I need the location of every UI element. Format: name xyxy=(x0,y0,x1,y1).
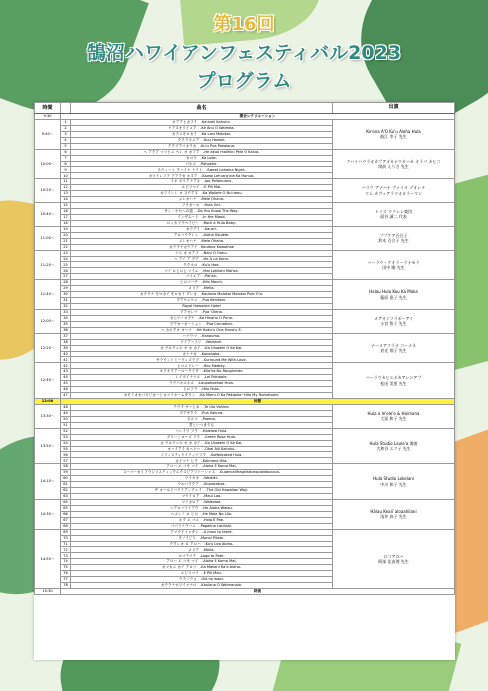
row-song-title: モノイピリ -Monoi Pitate- xyxy=(71,535,333,541)
row-song-title: パパリナラハニ -Papalina Lahilahi- xyxy=(71,523,333,529)
row-song-title: ワイカロア -Waikoloa- xyxy=(71,499,333,505)
row-section-label: 終演 xyxy=(61,589,455,595)
row-number: 46 xyxy=(61,387,71,393)
row-number: 12 xyxy=(61,185,71,191)
row-number: 24 xyxy=(61,256,71,262)
row-number: 73 xyxy=(61,553,71,559)
row-number: 60 xyxy=(61,476,71,482)
row-time: 14:50～ xyxy=(35,529,61,588)
row-number: 3 xyxy=(61,131,71,137)
program-rows xyxy=(35,114,455,595)
row-song-title: インザムード -In the Mood- xyxy=(71,214,333,220)
row-song-title: ヘメレノ ロ ヒロ -He Mele No Lilo- xyxy=(71,511,333,517)
row-song-title: ラウパホエホエ -Laupahoehoe Hula- xyxy=(71,381,333,387)
row-song-title: メレオハナ -Mele Ohana- xyxy=(71,197,333,203)
row-song-title: アロハウクレレ -Aloha Ukulele- xyxy=(71,232,333,238)
row-number: 71 xyxy=(61,541,71,547)
row-time: 12:00～ xyxy=(35,309,61,333)
row-song-title: ロッカフラベイビー -Rock a Hula Baby- xyxy=(71,220,333,226)
row-number: 55 xyxy=(61,446,71,452)
row-song-title: プアオレナ -Pua 'Olena- xyxy=(71,309,333,315)
program-subtitle: プログラム xyxy=(196,70,292,92)
row-song-title: オハイアイ カヘケハ -Ohai Alii Kahuku- xyxy=(71,446,333,452)
row-number: 66 xyxy=(61,511,71,517)
row-number: 61 xyxy=(61,482,71,488)
row-number: 28 xyxy=(61,280,71,286)
row-song-title: ククホロ -Ku'u Hoe- xyxy=(71,262,333,268)
edition-heading: 第16回 xyxy=(213,14,275,35)
row-section-label: 開会レクリエーション xyxy=(61,114,455,120)
row-song-title: ククラヌメア -Kuu Hawaii- xyxy=(71,137,333,143)
row-song-title: アロハ エ コモ マイ -Aloha E Komo Mai- xyxy=(71,464,333,470)
row-number: 22 xyxy=(61,244,71,250)
row-song-title: ハナウマ -Hanauma- xyxy=(71,333,333,339)
row-song-title: テウラ ヴァヒネ -Te Ula Vahine- xyxy=(71,404,333,410)
row-time: 12:20～ xyxy=(35,333,61,363)
row-performer: Hula o le'ele'e & Hoimana 大冨 和子 先生 xyxy=(333,404,455,428)
row-song-title: ハレイワ フラ -Haleiwa Hula- xyxy=(71,428,333,434)
row-song-title: ヒロマーチ -Hilo March- xyxy=(71,280,333,286)
row-song-title: グリーンローズ フラ -Green Rose Hula- xyxy=(71,434,333,440)
column-header-number xyxy=(61,103,71,114)
row-song-title: スウィート ラハイナ ナイト -Sweet Lahaina Night- xyxy=(71,167,333,173)
row-number: 59 xyxy=(61,470,71,476)
row-song-title: エピリマイ -E Pili Mai- xyxy=(71,185,333,191)
row-song-title: ヘ アイ ア プア -He A na Kona- xyxy=(71,256,333,262)
row-song-title: カワイレレ オ ヌウアヌ -Ka Wailele O Nu'uanu- xyxy=(71,191,333,197)
row-performer: Halau Hula Kou Ka Maka 藤原 恵子 先生 xyxy=(333,280,455,310)
table-row xyxy=(35,589,455,595)
table-header-row xyxy=(35,103,455,114)
row-number: 20 xyxy=(61,232,71,238)
row-number: 26 xyxy=(61,268,71,274)
row-time: 11:00～ xyxy=(35,226,61,250)
row-performer: ププケア百合子 鈴木 百合子 先生 xyxy=(333,226,455,250)
row-song-title: カ ウルウェホ オ カ カイ -Ka Uluwehi O Ke Kai- xyxy=(71,440,333,446)
row-song-title: フラガール -Hula Girl- xyxy=(71,203,333,209)
row-number: 35 xyxy=(61,321,71,327)
row-number: 42 xyxy=(61,363,71,369)
row-song-title: ウルパラクア -Uluparakua- xyxy=(71,482,333,488)
row-number: 64 xyxy=(61,499,71,505)
row-song-title: ザ オールドハワイアンウェイ -The Old Hawaiian Way- xyxy=(71,488,333,494)
row-number: 77 xyxy=(61,577,71,583)
row-number: 49 xyxy=(61,410,71,416)
row-song-title: ウラノウォ -Ula no waor- xyxy=(71,577,333,583)
row-song-title: イポ ポリアナアヌ -Ipo Pollanuanu- xyxy=(71,179,333,185)
row-number: 45 xyxy=(61,381,71,387)
row-number: 72 xyxy=(61,547,71,553)
row-number: 25 xyxy=(61,262,71,268)
row-song-title: メリア -Melia- xyxy=(71,547,333,553)
row-number: 10 xyxy=(61,173,71,179)
row-number: 63 xyxy=(61,494,71,500)
row-number: 15 xyxy=(61,203,71,209)
row-time: 14:10～ xyxy=(35,464,61,500)
row-number: 74 xyxy=(61,559,71,565)
column-header-performer: 出演 xyxy=(333,103,455,114)
festival-title: 鵠沼ハワイアンフェスティバル2023 xyxy=(86,42,402,64)
row-number: 70 xyxy=(61,535,71,541)
row-number: 43 xyxy=(61,369,71,375)
row-number: 30 xyxy=(61,292,71,298)
row-number: 13 xyxy=(61,191,71,197)
row-song-title: ヘ アクア マリヒニ ペレ オ カフア -He akua malihini Pele O Kalua- xyxy=(71,149,333,155)
row-song-title: プアケニケニ -Pua Kenikeni- xyxy=(71,298,333,304)
row-song-title: ククプアパカラカ -Ku'u Pua Pakalana- xyxy=(71,143,333,149)
row-song-title: カイマナ ヒラ -Kaimana Hila- xyxy=(71,458,333,464)
row-song-title: ソフィスティケイテッドフラ -Sofisticated Hula- xyxy=(71,452,333,458)
row-performer: ナーメアフラオ コーナネ 倉光 翔子 先生 xyxy=(333,333,455,363)
row-time: 11:40～ xyxy=(35,280,61,310)
row-song-title: カウアイ -Kaua'i- xyxy=(71,226,333,232)
row-song-title: カウラナ モロカイ モロカイ プレオ -Kaulana Molokai Molokai Pule O'o- xyxy=(71,292,333,298)
row-time: 15:30 xyxy=(35,589,61,595)
row-number: 51 xyxy=(61,422,71,428)
row-number: 39 xyxy=(61,345,71,351)
row-number: 17 xyxy=(61,214,71,220)
row-song-title: Royal Hawaiian Hotel xyxy=(71,304,333,310)
column-header-time: 時間 xyxy=(35,103,61,114)
row-number: 14 xyxy=(61,197,71,203)
row-number: 40 xyxy=(61,351,71,357)
row-section-label: 休憩 xyxy=(61,399,455,405)
row-performer: Hula Studio Laule'a 湘南 大和谷 エツ子 先生 xyxy=(333,428,455,464)
row-number: 37 xyxy=(61,333,71,339)
row-performer: メアオイフラポーアイ 小宮 智子 先生 xyxy=(333,309,455,333)
row-song-title: パイエア -Pai'aa- xyxy=(71,274,333,280)
row-performer: クハイハウラオカプアオカナウカハカ オラパ カヒコ 岡前 えりさ 先生 xyxy=(333,149,455,179)
row-number: 47 xyxy=(61,393,71,399)
row-song-title: カナナカ -Kananaka- xyxy=(71,351,333,357)
row-number: 31 xyxy=(61,298,71,304)
row-number: 48 xyxy=(61,404,71,410)
row-song-title: アマウイトゥタレ -A maui to taere- xyxy=(71,529,333,535)
row-number: 58 xyxy=(61,464,71,470)
row-time: 12:40～ xyxy=(35,363,61,399)
row-number: 19 xyxy=(61,226,71,232)
row-performer: ハラウ アナハナ ヴァイオ ゾオレナ ウム カヴェアラウオカラーマン xyxy=(333,179,455,203)
program-table xyxy=(34,102,455,595)
row-song-title: アロハ エ コモ マイ -Aloha E Komo Mai- xyxy=(71,559,333,565)
program-table-sheet xyxy=(34,102,455,660)
row-number: 76 xyxy=(61,571,71,577)
row-time: 13:30～ xyxy=(35,404,61,428)
row-number: 78 xyxy=(61,583,71,589)
row-song-title: メリア -Melia- xyxy=(71,286,333,292)
row-number: 6 xyxy=(61,149,71,155)
row-song-title: キラキラアーロークイダ -Kila'ka No Roughrider- xyxy=(71,369,333,375)
row-number: 56 xyxy=(61,452,71,458)
row-song-title: カロワ -Ka Loke- xyxy=(71,155,333,161)
row-number: 23 xyxy=(61,250,71,256)
row-time: 10:40～ xyxy=(35,203,61,227)
row-number: 44 xyxy=(61,375,71,381)
row-number: 32 xyxy=(61,304,71,310)
column-header-song: 曲名 xyxy=(71,103,333,114)
row-song-title: カウラナカウアイ Kaulana Kawaihae xyxy=(71,244,333,250)
row-time: 14:30～ xyxy=(35,499,61,529)
row-number: 18 xyxy=(61,220,71,226)
row-song-title: ケアヌオワイメア -Ke Anu O Waimea- xyxy=(71,125,333,131)
row-number: 54 xyxy=(61,440,71,446)
row-performer: ハーラウ・ケオラーラナモラ 田中 剛 先生 xyxy=(333,250,455,280)
row-number: 34 xyxy=(61,315,71,321)
row-song-title: ロゴテパテ -Logo te Pate- xyxy=(71,553,333,559)
row-number: 53 xyxy=(61,434,71,440)
row-song-title: カワイレフア アアラカ ホヌア -Kawai Lehua'a'ala Ka Honua- xyxy=(71,173,333,179)
row-song-title: エピリマイ -E Pili Mau- xyxy=(71,571,333,577)
row-song-title: パホエ -Pahoehe- xyxy=(71,161,333,167)
row-number: 27 xyxy=(61,274,71,280)
row-time: 10:20～ xyxy=(35,179,61,203)
row-song-title: メレオハナ -Mele Ohana- xyxy=(71,238,333,244)
row-song-title: カラニモロカイ -Ka Lani Molokai- xyxy=(71,131,333,137)
row-song-title: ククレオ ロ アロハ -Ku'u Leo Aloha- xyxy=(71,541,333,547)
row-performer: トイズ ウクレレ楽団 面谷 誠二 代表 xyxy=(333,203,455,227)
row-song-title: レイポイナナエ -Lei Poinaole- xyxy=(71,375,333,381)
row-number: 52 xyxy=(61,428,71,434)
row-song-title: カマカニ カイ アロハ -Ka Makani Ka'a Aloha- xyxy=(71,565,333,571)
row-number: 33 xyxy=(61,309,71,315)
row-song-title: カアアヒカフイ -Ka'aahi Kahului- xyxy=(71,119,333,125)
row-number: 21 xyxy=(61,238,71,244)
row-performer: Ke'ena A'O Ku'u Aloha Hula 船江 幸子 先生 xyxy=(333,119,455,149)
row-number: 5 xyxy=(61,143,71,149)
row-number: 9 xyxy=(61,167,71,173)
row-number: 50 xyxy=(61,416,71,422)
row-song-title: プアカーネーション -Pua Carnation- xyxy=(71,321,333,327)
row-number: 4 xyxy=(61,137,71,143)
row-song-title: ポエマ -Poema- xyxy=(71,416,333,422)
row-number: 1 xyxy=(61,119,71,125)
row-number: 69 xyxy=(61,529,71,535)
row-song-title: スーパーカリフラジリスティックエクスピアリドーシャス -Supercalifragilisticexpialidocious- xyxy=(71,470,333,476)
row-song-title: ワイキキ -Waikiki- xyxy=(71,476,333,482)
row-time: 13:50～ xyxy=(35,428,61,464)
row-number: 57 xyxy=(61,458,71,464)
row-song-title: ホラ エ パエ -Hola E Pae- xyxy=(71,517,333,523)
row-song-title: サン・ホセへの道 -Do You Know The Way- xyxy=(71,209,333,215)
row-time: 9:30 xyxy=(35,114,61,120)
row-number: 68 xyxy=(61,523,71,529)
row-song-title: ヒロフラ -Hilo Hula- xyxy=(71,387,333,393)
row-time: 13:00 xyxy=(35,399,61,405)
row-song-title: カウラナオワイマナロ -Kaulana O Waimanalo- xyxy=(71,583,333,589)
row-performer: ハーラウカヒエオカアレンアプ 松田 美里 先生 xyxy=(333,363,455,399)
row-song-title: ヘ カホクオ オハナ -He Hoku'u One Hana'u E- xyxy=(71,327,333,333)
row-number: 7 xyxy=(61,155,71,161)
row-number: 2 xyxy=(61,125,71,131)
row-song-title: サラウンドミーウィズラブ -Surround Me With Love- xyxy=(71,357,333,363)
row-song-title: ワイアーフリ -Waiahuli- xyxy=(71,339,333,345)
row-number: 75 xyxy=(61,565,71,571)
row-performer: Hula Studio Lokelani 中川 和子 先生 xyxy=(333,464,455,500)
row-song-title: カヒナノオプナ -Ka Hinano O Puna- xyxy=(71,315,333,321)
row-number: 62 xyxy=(61,488,71,494)
row-number: 67 xyxy=(61,517,71,523)
row-performer: ロコアロハ 阿部 佳由理 先生 xyxy=(333,529,455,588)
row-song-title: ヘアロハワイアウ -He Aloha Waiau- xyxy=(71,505,333,511)
row-song-title: カモミオカパキピカーヒロマイホームタウン -Ka Momi O Ka Pakipika~Hilo My Hometown- xyxy=(71,393,333,399)
row-performer: Hālau Keali`aloaahilani 浅井 真子 先生 xyxy=(333,499,455,529)
row-number: 41 xyxy=(61,357,71,363)
row-song-title: ヒロメドレー -Hilo Medley- xyxy=(71,363,333,369)
row-song-title: マウイロア -Maui Loa- xyxy=(71,494,333,500)
row-number: 36 xyxy=(61,327,71,333)
row-song-title: カ ウルウェホ オ カ カイ -Ka Uluwehi O Ke Kai- xyxy=(71,345,333,351)
row-song-title: マイ ロヒロヒ マイエ -Mai Lohilohi Mai'oe- xyxy=(71,268,333,274)
row-time: 10:00～ xyxy=(35,149,61,179)
row-time: 9:40～ xyxy=(35,119,61,149)
row-song-title: プアサクラ -Pua Sakura- xyxy=(71,410,333,416)
row-number: 11 xyxy=(61,179,71,185)
row-number: 29 xyxy=(61,286,71,292)
row-number: 16 xyxy=(61,209,71,215)
row-time: 11:20～ xyxy=(35,250,61,280)
row-song-title: ナニ オ オアフ -Nani O Oahu- xyxy=(71,250,333,256)
row-number: 8 xyxy=(61,161,71,167)
row-song-title: 君といつまでも xyxy=(71,422,333,428)
row-number: 38 xyxy=(61,339,71,345)
row-number: 65 xyxy=(61,505,71,511)
